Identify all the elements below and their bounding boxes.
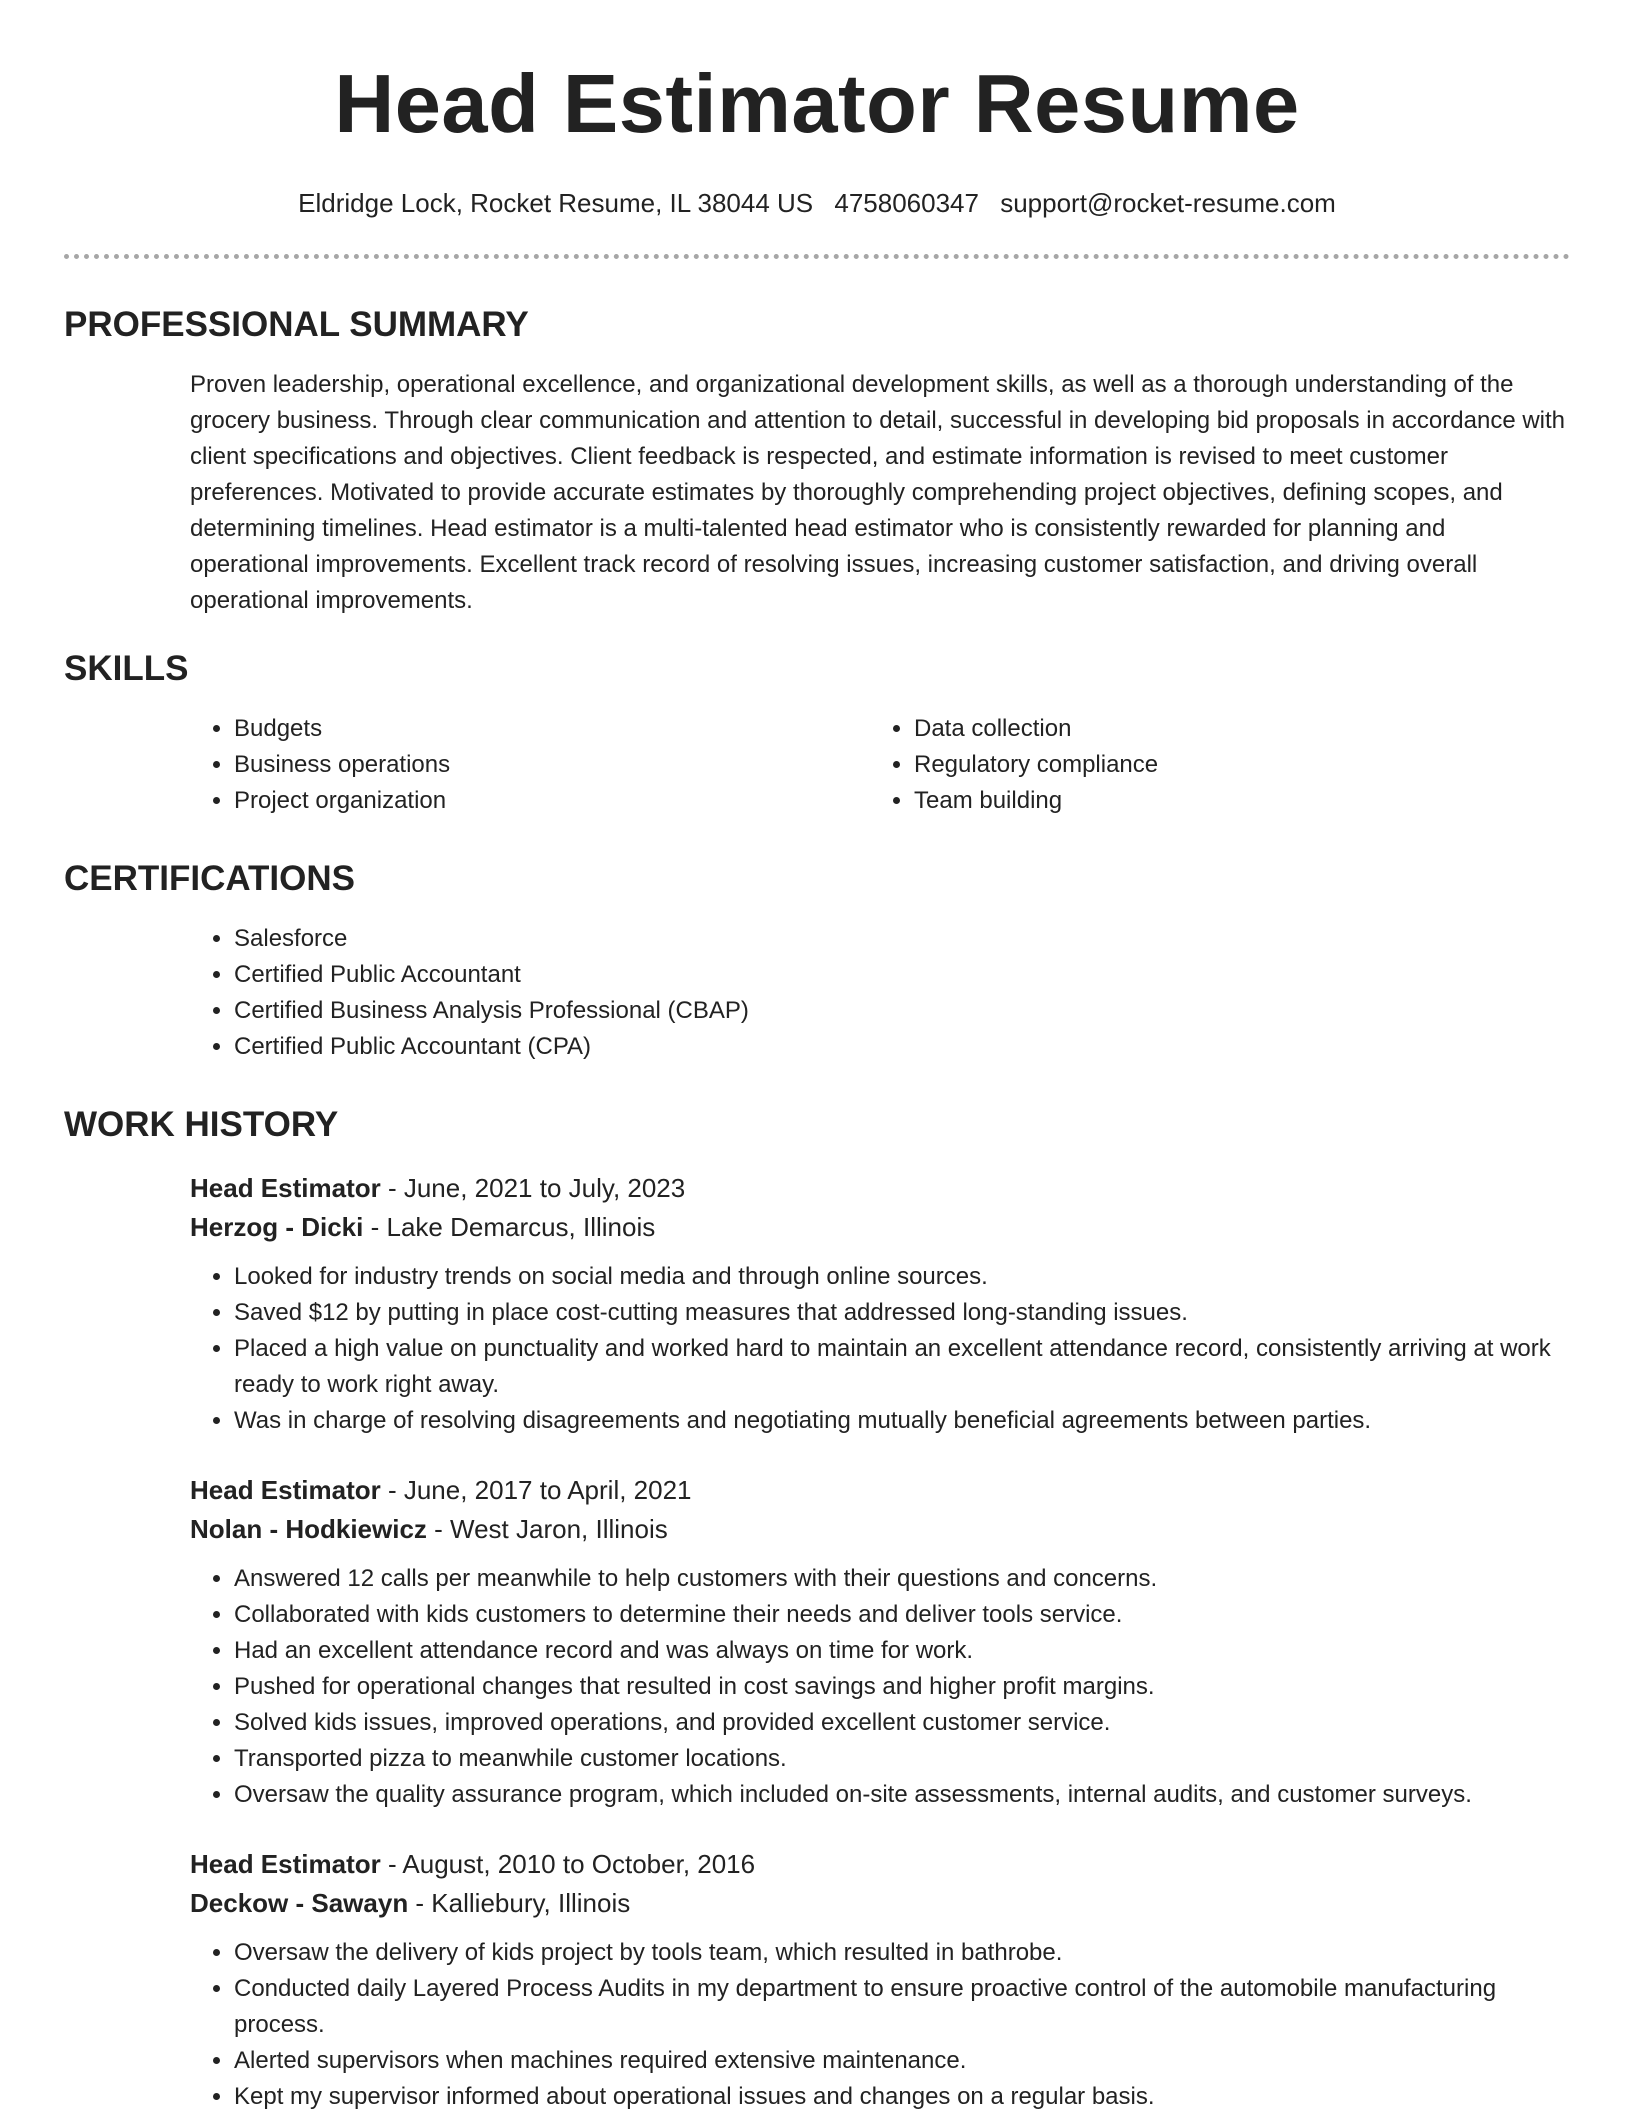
skill-item: • Business operations: [234, 747, 870, 783]
job-location: - Kalliebury, Illinois: [408, 1888, 631, 1918]
job-bullet: • Oversaw the delivery of kids project by tools team, which resulted in bathrobe.: [234, 1935, 1570, 1971]
job-bullet: • Looked for industry trends on social media and through online sources.: [234, 1259, 1570, 1295]
skills-column-left: [190, 711, 870, 819]
job-entry: [190, 1169, 1570, 1439]
job-company-line: [190, 1884, 1570, 1923]
job-company-line: [190, 1510, 1570, 1549]
job-bullet: • Solved kids issues, improved operations, and provided excellent customer service.: [234, 1705, 1570, 1741]
skill-item: • Data collection: [914, 711, 1570, 747]
certification-item: • Certified Public Accountant (CPA): [234, 1029, 1570, 1065]
job-dates: - June, 2017 to April, 2021: [380, 1475, 692, 1505]
job-dates: - August, 2010 to October, 2016: [380, 1849, 756, 1879]
resume-title: Head Estimator Resume: [334, 57, 1300, 150]
job-entry: [190, 1471, 1570, 1813]
job-title: Head Estimator: [190, 1849, 381, 1879]
job-dates: - June, 2021 to July, 2023: [380, 1173, 686, 1203]
skill-item: • Budgets: [234, 711, 870, 747]
contact-email: support@rocket-resume.com: [1000, 188, 1336, 218]
job-entry: [190, 1845, 1570, 2115]
summary-text: Proven leadership, operational excellence, and organizational development skills, as well as a thorough understanding of the grocery business. Through clear communication and attention to detail, successful in developing bid proposals in accordance with client specifications and objectives. Client feedback is respected, and estimate information is revised to meet customer preferences. Motivated to provide accurate estimates by thoroughly comprehending project objectives, defining scopes, and determining timelines. Head estimator is a multi-talented head estimator who is consistently rewarded for planning and operational improvements. Excellent track record of resolving issues, increasing customer satisfaction, and driving overall operational improvements.: [190, 371, 1566, 614]
job-bullet: • Kept my supervisor informed about operational issues and changes on a regular basis.: [234, 2079, 1570, 2115]
job-bullet: • Was in charge of resolving disagreements and negotiating mutually beneficial agreements between parties.: [234, 1403, 1570, 1439]
certification-item: • Certified Public Accountant: [234, 957, 1570, 993]
job-bullet: • Had an excellent attendance record and was always on time for work.: [234, 1633, 1570, 1669]
resume-page: [64, 0, 1570, 2115]
job-title: Head Estimator: [190, 1173, 381, 1203]
job-company-line: [190, 1208, 1570, 1247]
job-title: Head Estimator: [190, 1475, 381, 1505]
job-title-line: [190, 1169, 1570, 1208]
job-title-line: [190, 1471, 1570, 1510]
skills-list: [190, 711, 1570, 819]
job-bullet: • Answered 12 calls per meanwhile to help customers with their questions and concerns.: [234, 1561, 1570, 1597]
job-title-line: [190, 1845, 1570, 1884]
contact-phone: 4758060347: [834, 188, 979, 218]
skill-item: • Project organization: [234, 783, 870, 819]
certification-item: • Salesforce: [234, 921, 1570, 957]
skills-column-right: [870, 711, 1570, 819]
job-company: Nolan - Hodkiewicz: [190, 1514, 427, 1544]
job-company: Herzog - Dicki: [190, 1212, 364, 1242]
job-location: - West Jaron, Illinois: [426, 1514, 668, 1544]
contact-line: [64, 186, 1570, 220]
job-bullet: • Saved $12 by putting in place cost-cutting measures that addressed long-standing issues.: [234, 1295, 1570, 1331]
job-bullet: • Placed a high value on punctuality and worked hard to maintain an excellent attendance record, consistently arriving at work ready to work right away.: [234, 1331, 1570, 1403]
job-location: - Lake Demarcus, Illinois: [363, 1212, 656, 1242]
summary-heading: PROFESSIONAL SUMMARY: [64, 305, 529, 344]
job-company: Deckow - Sawayn: [190, 1888, 409, 1918]
job-bullet: • Oversaw the quality assurance program, which included on-site assessments, internal audits, and customer surveys.: [234, 1777, 1570, 1813]
job-bullet: • Conducted daily Layered Process Audits in my department to ensure proactive control of the automobile manufacturing process.: [234, 1971, 1570, 2043]
contact-address: Eldridge Lock, Rocket Resume, IL 38044 US: [298, 188, 814, 218]
certifications-list: [190, 921, 1570, 1065]
skill-item: • Team building: [914, 783, 1570, 819]
work-history-heading: WORK HISTORY: [64, 1105, 339, 1144]
header-divider: [64, 254, 1570, 259]
skill-item: • Regulatory compliance: [914, 747, 1570, 783]
job-bullet: • Collaborated with kids customers to determine their needs and deliver tools service.: [234, 1597, 1570, 1633]
certifications-heading: CERTIFICATIONS: [64, 859, 356, 898]
job-bullet: • Pushed for operational changes that resulted in cost savings and higher profit margins.: [234, 1669, 1570, 1705]
job-bullet: • Transported pizza to meanwhile customer locations.: [234, 1741, 1570, 1777]
skills-heading: SKILLS: [64, 649, 189, 688]
job-bullet: • Alerted supervisors when machines required extensive maintenance.: [234, 2043, 1570, 2079]
certification-item: • Certified Business Analysis Professional (CBAP): [234, 993, 1570, 1029]
